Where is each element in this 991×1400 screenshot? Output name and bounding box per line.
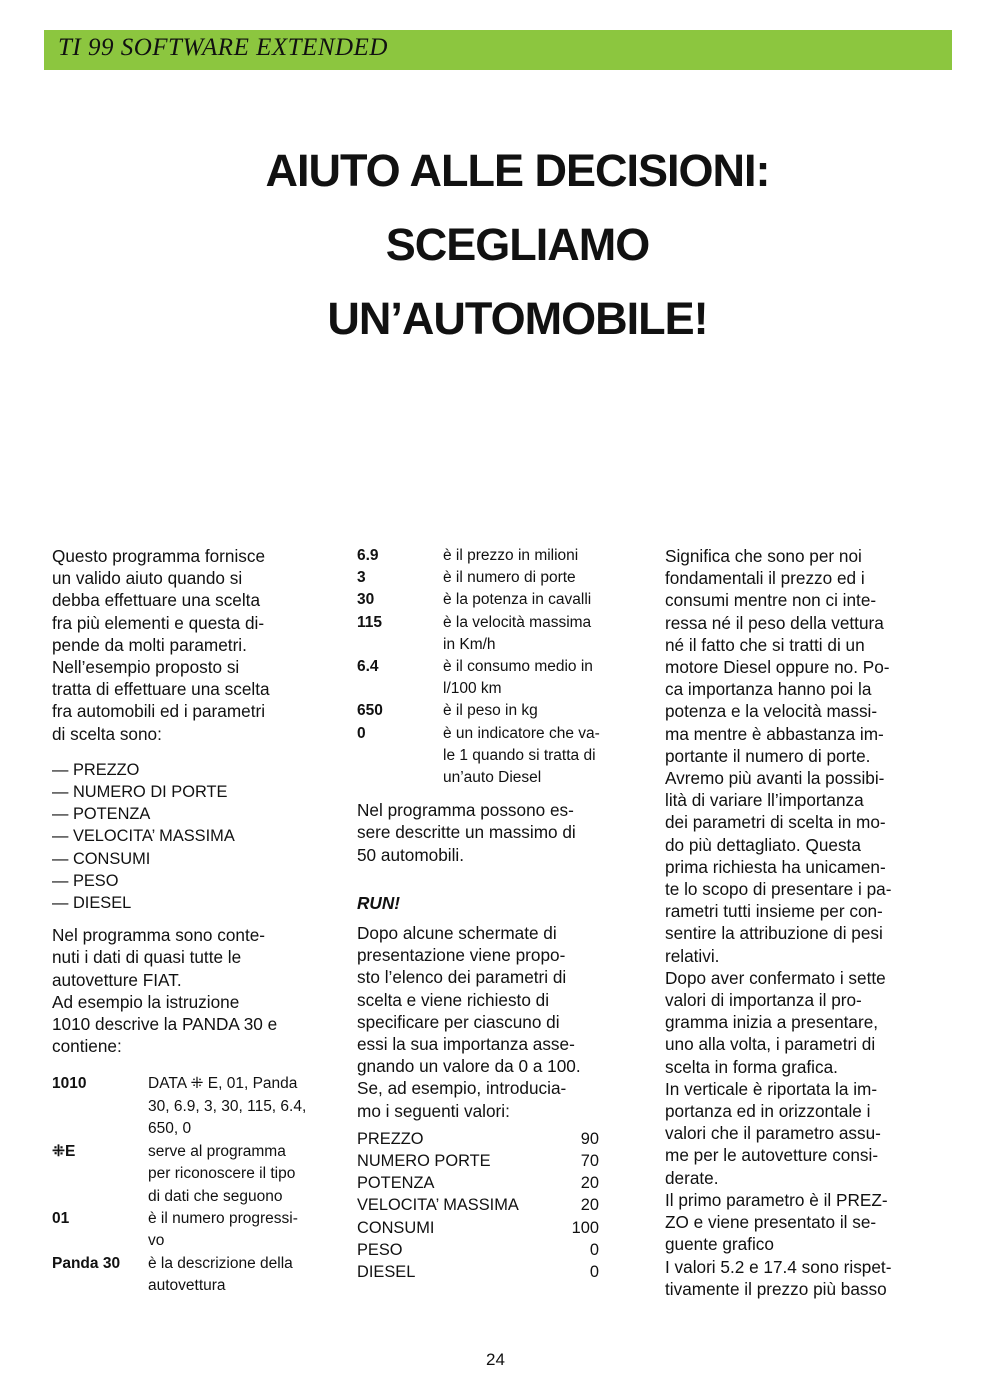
- text-line: portanza ed in orizzontale i: [665, 1101, 871, 1122]
- definition-term: ⁜E: [52, 1142, 76, 1160]
- definition-term: 0: [357, 724, 366, 742]
- list-item: — DIESEL: [52, 894, 132, 913]
- parameter-value: 100: [571, 1218, 599, 1237]
- text-line: è il numero di porte: [443, 569, 576, 587]
- paragraph: [357, 922, 637, 1122]
- text-line: vo: [148, 1232, 165, 1250]
- text-line: 650, 0: [148, 1120, 192, 1138]
- parameter-name: NUMERO PORTE: [357, 1152, 491, 1171]
- text-line: un’auto Diesel: [443, 769, 542, 787]
- text-line: è il consumo medio in: [443, 658, 593, 676]
- text-line: relativi.: [665, 945, 720, 966]
- paragraph: [665, 545, 945, 1300]
- parameter-value: 20: [580, 1196, 599, 1215]
- definition-row: [52, 1141, 334, 1208]
- text-line: motore Diesel oppure no. Po-: [665, 657, 890, 678]
- text-line: derate.: [665, 1167, 719, 1188]
- list-item: — PESO: [52, 871, 119, 890]
- definition-row: [52, 1073, 334, 1140]
- text-line: specificare per ciascuno di: [357, 1011, 560, 1032]
- definition-term: 650: [357, 702, 383, 720]
- parameter-value: 20: [580, 1174, 599, 1193]
- text-line: 1010 descrive la PANDA 30 e: [52, 1014, 278, 1035]
- definition-row: [52, 1208, 334, 1253]
- text-line: Se, ad esempio, introducia-: [357, 1078, 567, 1099]
- article-title: [0, 134, 991, 356]
- definition-term: 1010: [52, 1075, 87, 1093]
- run-heading: RUN!: [357, 892, 400, 913]
- text-line: ZO e viene presentato il se-: [665, 1212, 877, 1233]
- text-line: In verticale è riportata la im-: [665, 1078, 878, 1099]
- text-line: potenza e la velocità massi-: [665, 701, 878, 722]
- text-line: ca importanza hanno poi la: [665, 679, 872, 700]
- definition-term: 01: [52, 1209, 70, 1227]
- text-line: scelta in forma grafica.: [665, 1056, 838, 1077]
- text-line: fra automobili ed i parametri: [52, 701, 266, 722]
- list-item: — POTENZA: [52, 805, 151, 824]
- text-line: è la velocità massima: [443, 613, 592, 631]
- definition-text: [443, 567, 637, 589]
- definition-row: [357, 700, 637, 722]
- parameter-value: 0: [589, 1263, 599, 1282]
- text-line: Dopo alcune schermate di: [357, 923, 557, 944]
- title-line: UN’AUTOMOBILE!: [327, 293, 708, 344]
- paragraph: [52, 924, 334, 1057]
- text-line: un valido aiuto quando si: [52, 568, 243, 589]
- text-line: portante il numero di porte.: [665, 745, 871, 766]
- definition-row: [357, 589, 637, 611]
- parameter-value: 70: [580, 1152, 599, 1171]
- definition-term: 115: [357, 613, 383, 631]
- table-row: [357, 1261, 637, 1283]
- text-line: me per le autovetture consi-: [665, 1145, 879, 1166]
- definition-row: [357, 612, 637, 656]
- text-line: Dopo aver confermato i sette: [665, 967, 886, 988]
- text-line: contiene:: [52, 1036, 122, 1057]
- parameter-name: CONSUMI: [357, 1218, 435, 1237]
- text-line: Il primo parametro è il PREZ-: [665, 1189, 888, 1210]
- text-line: DATA ⁜ E, 01, Panda: [148, 1075, 298, 1093]
- series-title: TI 99 SOFTWARE EXTENDED: [58, 34, 388, 61]
- text-line: scelta e viene richiesto di: [357, 989, 550, 1010]
- parameter-name: DIESEL: [357, 1263, 416, 1282]
- text-line: do più dettagliato. Questa: [665, 834, 861, 855]
- text-line: sto l’elenco dei parametri di: [357, 967, 567, 988]
- list-item: — NUMERO DI PORTE: [52, 783, 228, 802]
- table-row: [357, 1150, 637, 1172]
- text-line: I valori 5.2 e 17.4 sono rispet-: [665, 1256, 892, 1277]
- text-line: autovetture FIAT.: [52, 969, 182, 990]
- definition-text: [443, 589, 637, 611]
- series-header-bar: [44, 30, 952, 70]
- text-line: valori di importanza il pro-: [665, 990, 862, 1011]
- title-line: AIUTO ALLE DECISIONI:: [265, 145, 770, 196]
- text-line: te lo scopo di presentare i pa-: [665, 879, 892, 900]
- text-line: Questo programma fornisce: [52, 546, 266, 566]
- text-line: né il fatto che si tratti di un: [665, 634, 865, 655]
- text-line: per riconoscere il tipo: [148, 1165, 296, 1183]
- paragraph: [357, 799, 637, 866]
- table-row: [357, 1194, 637, 1216]
- text-line: uno alla volta, i parametri di: [665, 1034, 876, 1055]
- importance-values-table: [357, 1128, 637, 1283]
- column-2: [357, 545, 637, 1283]
- text-line: 50 automobili.: [357, 844, 465, 865]
- text-line: è il peso in kg: [443, 702, 538, 720]
- definition-text: [148, 1141, 334, 1208]
- text-line: serve al programma: [148, 1142, 286, 1160]
- definition-text: [148, 1208, 334, 1253]
- text-line: Significa che sono per noi: [665, 546, 862, 566]
- table-row: [357, 1239, 637, 1261]
- parameter-list: [52, 759, 334, 914]
- definition-term: 6.9: [357, 547, 379, 564]
- definition-row: [357, 723, 637, 790]
- text-line: fra più elementi e questa di-: [52, 612, 265, 633]
- text-line: è la descrizione della: [148, 1254, 293, 1272]
- intro-paragraph: [52, 545, 334, 745]
- text-line: ma mentre è abbastanza im-: [665, 723, 884, 744]
- definition-text: [443, 612, 637, 656]
- definition-text: [443, 545, 637, 567]
- definition-text: [148, 1073, 334, 1140]
- definition-row: [357, 656, 637, 700]
- text-line: è il prezzo in milioni: [443, 547, 579, 564]
- text-line: sentire la attribuzione di pesi: [665, 923, 883, 944]
- text-line: le 1 quando si tratta di: [443, 746, 596, 764]
- column-1: [52, 545, 334, 1298]
- definition-text: [443, 656, 637, 700]
- text-line: è il numero progressi-: [148, 1209, 298, 1227]
- definition-term: 3: [357, 569, 366, 587]
- definition-table: [52, 1073, 334, 1297]
- text-line: rametri tutti insieme per con-: [665, 901, 883, 922]
- text-line: gnando un valore da 0 a 100.: [357, 1056, 581, 1077]
- text-line: tivamente il prezzo più basso: [665, 1278, 887, 1299]
- text-line: di dati che seguono: [148, 1187, 283, 1205]
- text-line: in Km/h: [443, 635, 496, 653]
- definition-text: [148, 1253, 334, 1298]
- text-line: autovettura: [148, 1277, 226, 1295]
- text-line: è un indicatore che va-: [443, 724, 600, 742]
- text-line: Nel programma possono es-: [357, 800, 574, 821]
- text-line: 30, 6.9, 3, 30, 115, 6.4,: [148, 1097, 307, 1115]
- text-line: Avremo più avanti la possibi-: [665, 768, 885, 789]
- list-item: — PREZZO: [52, 760, 140, 779]
- definition-term: Panda 30: [52, 1254, 121, 1272]
- text-line: è la potenza in cavalli: [443, 591, 592, 609]
- table-row: [357, 1128, 637, 1150]
- definition-text: [443, 723, 637, 790]
- text-line: l/100 km: [443, 680, 502, 698]
- text-line: fondamentali il prezzo ed i: [665, 568, 865, 589]
- text-line: prima richiesta ha unicamen-: [665, 856, 886, 877]
- list-item: — CONSUMI: [52, 849, 151, 868]
- list-item: — VELOCITA’ MASSIMA: [52, 827, 235, 846]
- text-line: sere descritte un massimo di: [357, 822, 576, 843]
- page-number: 24: [486, 1350, 505, 1369]
- text-line: di scelta sono:: [52, 723, 162, 744]
- parameter-name: VELOCITA’ MASSIMA: [357, 1196, 519, 1215]
- text-line: Nell’esempio proposto si: [52, 657, 240, 678]
- text-line: Nel programma sono conte-: [52, 925, 266, 946]
- text-line: essi la sua importanza asse-: [357, 1034, 575, 1055]
- text-line: ressa né il peso della vettura: [665, 612, 884, 633]
- parameter-name: POTENZA: [357, 1174, 435, 1193]
- text-line: debba effettuare una scelta: [52, 590, 261, 611]
- definition-term: 6.4: [357, 658, 379, 676]
- text-line: consumi mentre non ci inte-: [665, 590, 877, 611]
- parameter-value: 90: [580, 1129, 599, 1148]
- column-3: [665, 545, 945, 1300]
- text-line: pende da molti parametri.: [52, 634, 247, 655]
- text-line: tratta di effettuare una scelta: [52, 679, 270, 700]
- table-row: [357, 1172, 637, 1194]
- parameter-name: PESO: [357, 1240, 403, 1259]
- text-line: Ad esempio la istruzione: [52, 991, 240, 1012]
- text-line: nuti i dati di quasi tutte le: [52, 947, 242, 968]
- definition-text: [443, 700, 637, 722]
- text-line: gramma inizia a presentare,: [665, 1012, 879, 1033]
- text-line: guente grafico: [665, 1234, 774, 1255]
- text-line: dei parametri di scelta in mo-: [665, 812, 886, 833]
- text-line: lità di variare ll’importanza: [665, 790, 864, 811]
- text-line: presentazione viene propo-: [357, 945, 566, 966]
- parameter-value: 0: [589, 1240, 599, 1259]
- text-line: valori che il parametro assu-: [665, 1123, 881, 1144]
- data-fields-table: [357, 545, 637, 789]
- definition-row: [357, 567, 637, 589]
- title-line: SCEGLIAMO: [385, 219, 650, 270]
- definition-term: 30: [357, 591, 375, 609]
- definition-row: [52, 1253, 334, 1298]
- definition-row: [357, 545, 637, 567]
- text-line: mo i seguenti valori:: [357, 1100, 510, 1121]
- parameter-name: PREZZO: [357, 1129, 424, 1148]
- table-row: [357, 1217, 637, 1239]
